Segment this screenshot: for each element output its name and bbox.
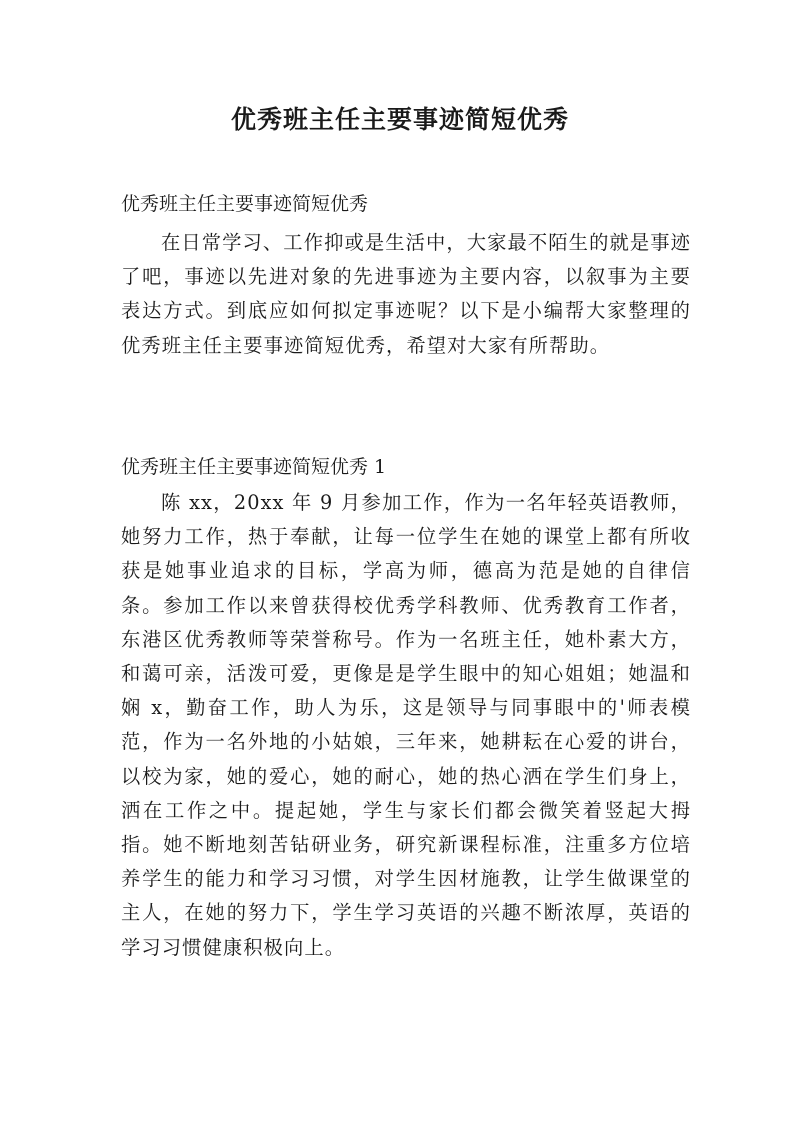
section-paragraph-intro: 在日常学习、工作抑或是生活中，大家最不陌生的就是事迹了吧，事迹以先进对象的先进事迹为主要内容，以叙事为主要表达方式。到底应如何拟定事迹呢？以下是小编帮大家整理的优秀班主任主要事迹简短优秀，希望对大家有所帮助。 xyxy=(121,231,691,357)
section-heading-intro: 优秀班主任主要事迹简短优秀 xyxy=(121,193,369,215)
section-heading-1: 优秀班主任主要事迹简短优秀 1 xyxy=(121,456,387,478)
section-paragraph-1: 陈 xx，20xx 年 9 月参加工作，作为一名年轻英语教师，她努力工作，热于奉献，让每一位学生在她的课堂上都有所收获是她事业追求的目标，学高为师，德高为范是她的自律信条。参加工作以来曾获得校优秀学科教师、优秀教育工作者，东港区优秀教师等荣誉称号。作为一名班主任，她朴素大方，和蔼可亲，活泼可爱，更像是是学生眼中的知心姐姐；她温和娴 x，勤奋工作，助人为乐，这是领导与同事眼中的'师表模范，作为一名外地的小姑娘，三年来，她耕耘在心爱的讲台，以校为家，她的爱心，她的耐心，她的热心洒在学生们身上，洒在工作之中。提起她，学生与家长们都会微笑着竖起大拇指。她不断地刻苦钻研业务，研究新课程标准，注重多方位培养学生的能力和学习习惯，对学生因材施教，让学生做课堂的主人，在她的努力下，学生学习英语的兴趣不断浓厚，英语的学习习惯健康积极向上。 xyxy=(121,491,691,959)
document-title: 优秀班主任主要事迹简短优秀 xyxy=(230,105,569,134)
